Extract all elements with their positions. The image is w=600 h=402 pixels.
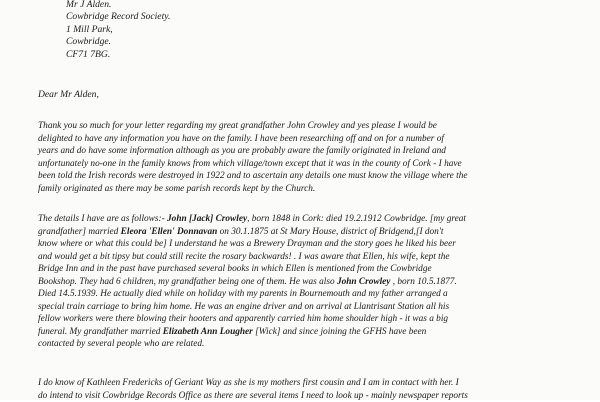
text-line: funeral. My grandfather married Elizabeth Ann Lougher [Wick] and since joining the GFHS have been (38, 326, 427, 337)
text-line: do intend to visit Cowbridge Records Office as there are several items I need to look up - mainly newspaper reports (38, 390, 468, 401)
paragraph-kathleen (38, 377, 598, 402)
text-line: I do know of Kathleen Fredericks of Geriant Way as she is my mothers first cousin and I am in contact with her. I (38, 378, 459, 388)
text-line: years and do have some information although as you are probably aware the family originated in Ireland and (38, 146, 446, 157)
text-line: Bookshop. They had 6 children, my grandfather being one of them. He was also John Crowley , born 10.5.1877. (38, 276, 457, 287)
text-line: unfortunately no-one in the family knows from which village/town except that it was in the county of Cork - I have (38, 158, 462, 169)
text-line: contacted by several people who are related. (38, 339, 205, 350)
text-line: and would get a bit tipsy but could still recite the rosary backwards! . I was aware that Ellen, his wife, kept the (38, 251, 450, 262)
name-john-crowley: John Crowley (336, 276, 391, 287)
recipient-organisation: Cowbridge Record Society. (66, 11, 171, 23)
text-line: know where or what this could be] I understand he was a Brewery Drayman and the story goes he liked his beer (38, 239, 456, 250)
text-line: Bridge Inn and in the past have purchased several books in which Ellen is mentioned from the Cowbridge (38, 264, 432, 275)
text-line: been told the Irish records were destroyed in 1922 and to ascertain any details one must know the village where the (38, 171, 468, 182)
recipient-street: 1 Mill Park, (66, 23, 113, 35)
recipient-name: Mr J Alden. (66, 0, 112, 10)
name-john-jack-crowley: John [Jack] Crowley (167, 214, 248, 224)
name-ellen-donnavan: Eleora 'Ellen' Donnavan (120, 226, 218, 237)
text-line: The details I have are as follows:- John [Jack] Crowley, born 1848 in Cork: died 19.2.1912 Cowbridge. [my great (38, 214, 466, 224)
text-line: fellow workers were there blowing their hooters and apparently carried him home shoulder high - it was a big (38, 314, 449, 325)
name-elizabeth-ann-lougher: Elizabeth Ann Lougher (162, 326, 253, 337)
text-line: Died 14.5.1939. He actually died while on holiday with my parents in Bournemouth and my father arranged a (38, 289, 448, 300)
paragraph-thanks (38, 120, 598, 195)
text-line: family originated as there may be some parish records kept by the Church. (38, 183, 316, 194)
text-line: delighted to have any information you have on the family. I have been researching off and on for a number of (38, 133, 444, 144)
recipient-town: Cowbridge. (66, 36, 112, 48)
text-line: special train carriage to bring him home. He was an engine driver and on arrival at Llantrisant Station all his (38, 301, 450, 312)
paragraph-family-details (38, 213, 598, 351)
recipient-address (66, 0, 170, 61)
salutation: Dear Mr Alden, (38, 89, 99, 100)
text-line: Thank you so much for your letter regarding my great grandfather John Crowley and yes please I would be (38, 121, 437, 131)
text-line: grandfather] married Eleora 'Ellen' Donnavan on 30.1.1875 at St Mary House, district of Bridgend,[I don't (38, 226, 444, 237)
recipient-postcode: CF71 7BG. (66, 48, 111, 60)
